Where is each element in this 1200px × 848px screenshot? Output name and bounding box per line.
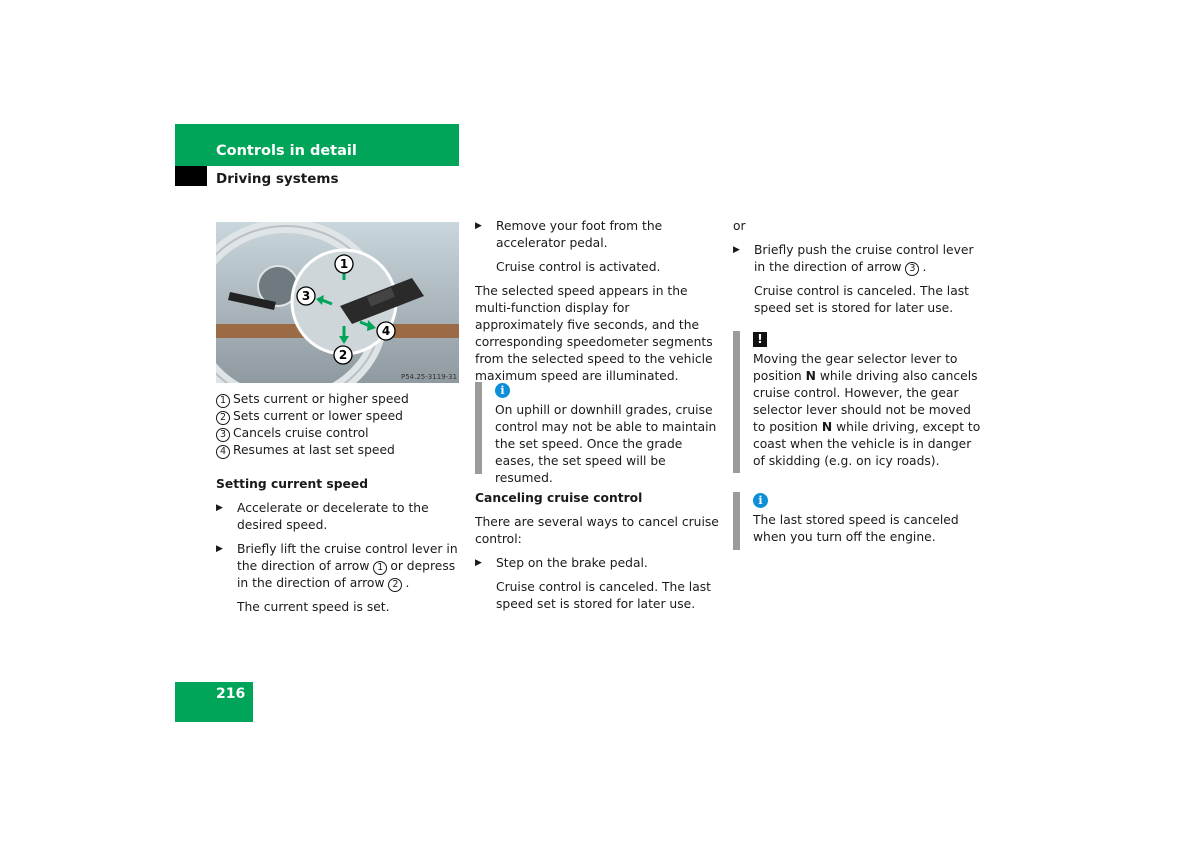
result-activated: Cruise control is activated. [496,260,661,274]
page-number: 216 [216,686,246,702]
warning-text: Moving the gear selector lever to position N while driving also cancels cruise control. However, the gear selector lever should not be moved to position N while driving, except to coast when the vehicle is in danger of skidding (e.g. on icy roads). [753,352,981,468]
legend-text: Resumes at last set speed [233,443,395,457]
warning-icon: ! [753,332,767,347]
figure-callout-3: 3 [301,289,311,303]
info-text: On uphill or downhill grades, cruise control may not be able to maintain the set speed. Once the grade eases, the set speed will be resumed. [495,403,717,485]
step-remove-foot: ▶ Remove your foot from the accelerator pedal. [475,218,720,252]
info-note-grades [475,382,725,485]
subsection-title: Driving systems [216,171,339,187]
step-accelerate: ▶ Accelerate or decelerate to the desired speed. [216,500,461,534]
figure-callout-4: 4 [381,324,391,338]
column-1 [216,391,461,616]
legend-number: 2 [216,411,230,425]
result-canceled: Cruise control is canceled. The last speed set is stored for later use. [496,580,711,611]
legend-text: Sets current or lower speed [233,409,403,423]
heading-setting-current-speed: Setting current speed [216,477,369,491]
legend-text: Sets current or higher speed [233,392,409,406]
text-or: or [733,219,746,233]
column-2-lower [475,490,720,613]
paragraph-cancel-intro: There are several ways to cancel cruise control: [475,515,719,546]
section-tab-marker [175,166,207,186]
cruise-control-lever-figure [216,222,459,383]
warning-note-gear-selector [733,331,983,473]
info-icon: i [753,493,768,508]
legend-number: 1 [216,394,230,408]
column-3 [733,218,978,317]
legend-item [216,425,461,442]
info-icon: i [495,383,510,398]
step-lift-lever: ▶ Briefly lift the cruise control lever in the direction of arrow 1 or depress in the direction of arrow 2 . [216,541,461,592]
legend-item [216,442,461,459]
info-text: The last stored speed is canceled when you turn off the engine. [753,513,959,544]
figure-callout-1: 1 [339,257,349,271]
section-title: Controls in detail [216,143,357,159]
legend-item [216,408,461,425]
result-canceled-2: Cruise control is canceled. The last speed set is stored for later use. [754,284,969,315]
legend-number: 3 [216,428,230,442]
paragraph-speed-display: The selected speed appears in the multi-function display for approximately five seconds, and the corresponding speedometer segments from the selected speed to the vehicle maximum speed are illuminated. [475,284,713,383]
step-push-lever: ▶ Briefly push the cruise control lever in the direction of arrow 3 . [733,242,978,276]
figure-code: P54.25-3119-31 [401,373,458,381]
legend-text: Cancels cruise control [233,426,369,440]
legend-item [216,391,461,408]
column-2 [475,218,720,385]
figure-callout-2: 2 [338,348,348,362]
step-brake-pedal: ▶ Step on the brake pedal. [475,555,720,572]
legend-number: 4 [216,445,230,459]
heading-canceling-cruise-control: Canceling cruise control [475,491,643,505]
info-note-engine-off [733,492,983,550]
result-speed-set: The current speed is set. [237,600,390,614]
